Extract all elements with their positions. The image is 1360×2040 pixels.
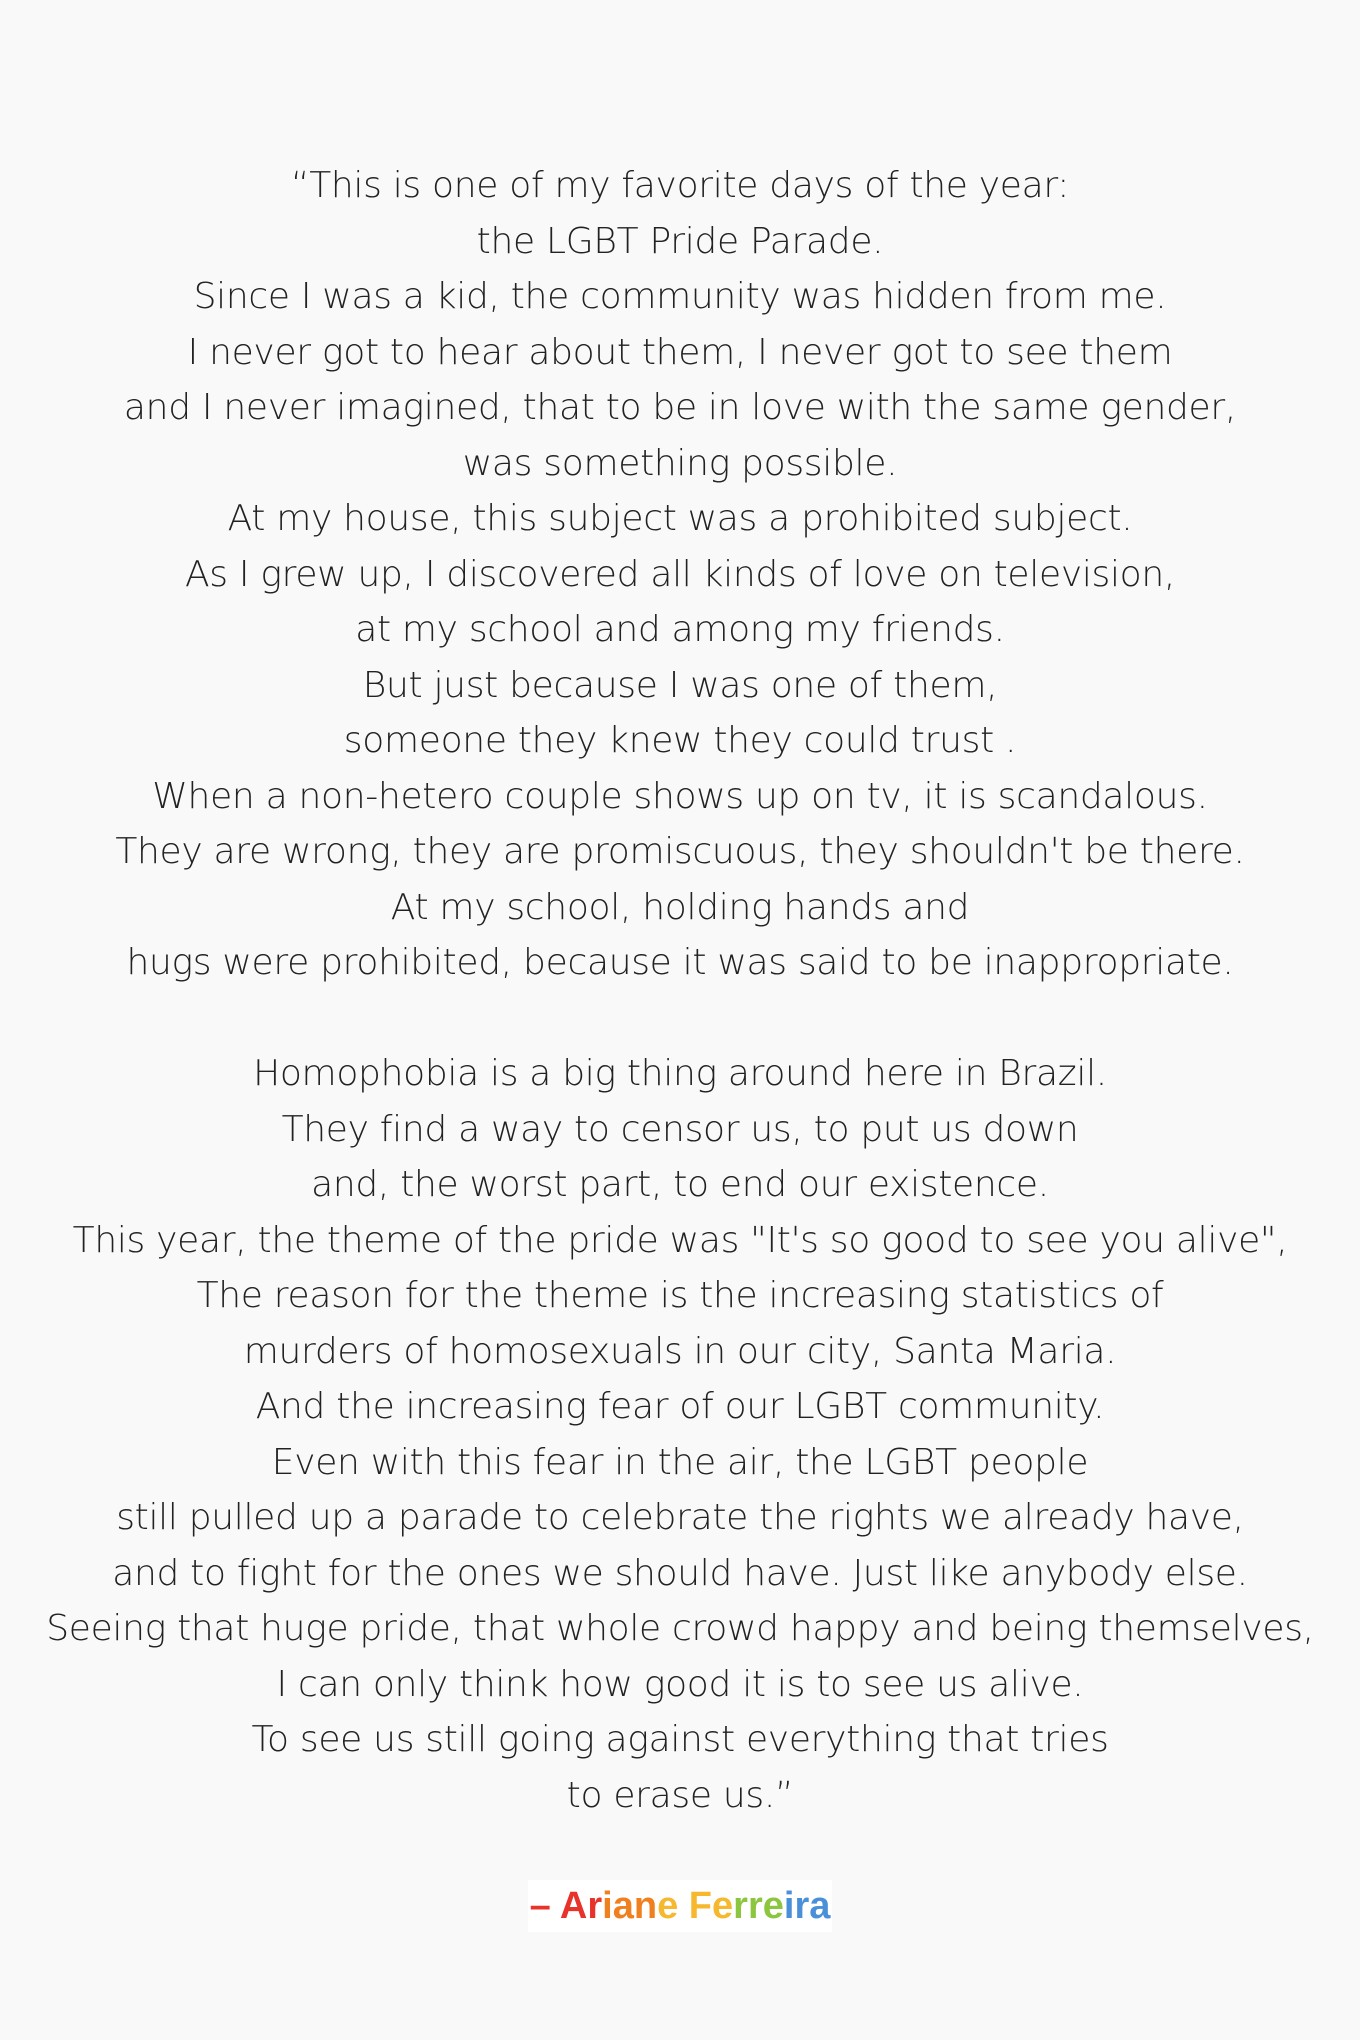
quote-line: This year, the theme of the pride was "It's so good to see you alive", [72,1219,1288,1261]
quote-line: Homophobia is a big thing around here in Brazil. [253,1053,1107,1094]
signature-letter: A [559,1885,588,1927]
quote-line: Since I was a kid, the community was hidden from me. [193,276,1167,317]
quote-line: But just because I was one of them, [362,664,998,706]
quote-line: I never got to hear about them, I never got to see them [187,331,1173,373]
quote-paragraph-2 [0,1046,1360,1823]
signature [0,1880,1360,1932]
quote-line: at my school and among my friends. [355,609,1005,650]
quote-line: When a non-hetero couple shows up on tv, it is scandalous. [152,775,1208,817]
signature-letter: a [612,1885,634,1927]
signature-letter: i [602,1885,613,1927]
signature-letter: a [809,1885,831,1927]
signature-letter: F [688,1885,712,1927]
signature-name [528,1880,833,1932]
signature-letter [678,1885,689,1927]
quote-line: someone they knew they could trust . [343,720,1017,761]
quote-text [0,158,1360,1823]
quote-line: At my house, this subject was a prohibited subject. [227,498,1133,539]
signature-letter: e [657,1885,679,1927]
signature-letter: e [712,1885,734,1927]
quote-line: They find a way to censor us, to put us down [281,1108,1079,1150]
quote-line: To see us still going against everything that tries [251,1719,1109,1760]
quote-line: hugs were prohibited, because it was said to be inappropriate. [126,942,1234,983]
quote-line: As I grew up, I discovered all kinds of love on television, [184,553,1176,595]
quote-line: I can only think how good it is to see us alive. [276,1663,1084,1705]
quote-line: Seeing that huge pride, that whole crowd happy and being themselves, [46,1608,1314,1649]
quote-line: to erase us.” [566,1774,794,1816]
signature-letter: r [733,1885,748,1927]
signature-letter: e [762,1885,784,1927]
signature-letter: n [633,1885,658,1927]
quote-line: and, the worst part, to end our existence. [311,1164,1049,1205]
quote-line: At my school, holding hands and [390,886,970,928]
signature-letter: i [783,1885,795,1927]
quote-line: They are wrong, they are promiscuous, they shouldn't be there. [115,831,1245,872]
quote-paragraph-1 [0,158,1360,991]
quote-line: “This is one of my favorite days of the year: [290,165,1070,206]
signature-letter: r [747,1885,763,1927]
quote-line: the LGBT Pride Parade. [476,220,884,262]
quote-line: and I never imagined, that to be in love with the same gender, [123,387,1237,428]
quote-line: Even with this fear in the air, the LGBT people [271,1441,1089,1483]
signature-letter: r [794,1885,810,1927]
quote-line: And the increasing fear of our LGBT community. [255,1386,1105,1427]
signature-letter [551,1885,560,1927]
quote-line: still pulled up a parade to celebrate the rights we already have, [116,1497,1244,1538]
quote-line: and to fight for the ones we should have. Just like anybody else. [112,1552,1248,1594]
quote-line: murders of homosexuals in our city, Santa Maria. [243,1330,1117,1372]
signature-letter: – [529,1885,551,1927]
quote-line: The reason for the theme is the increasing statistics of [196,1275,1164,1316]
quote-line: was something possible. [462,442,898,484]
paragraph-spacer [0,991,1360,1047]
signature-letter: r [587,1885,603,1927]
